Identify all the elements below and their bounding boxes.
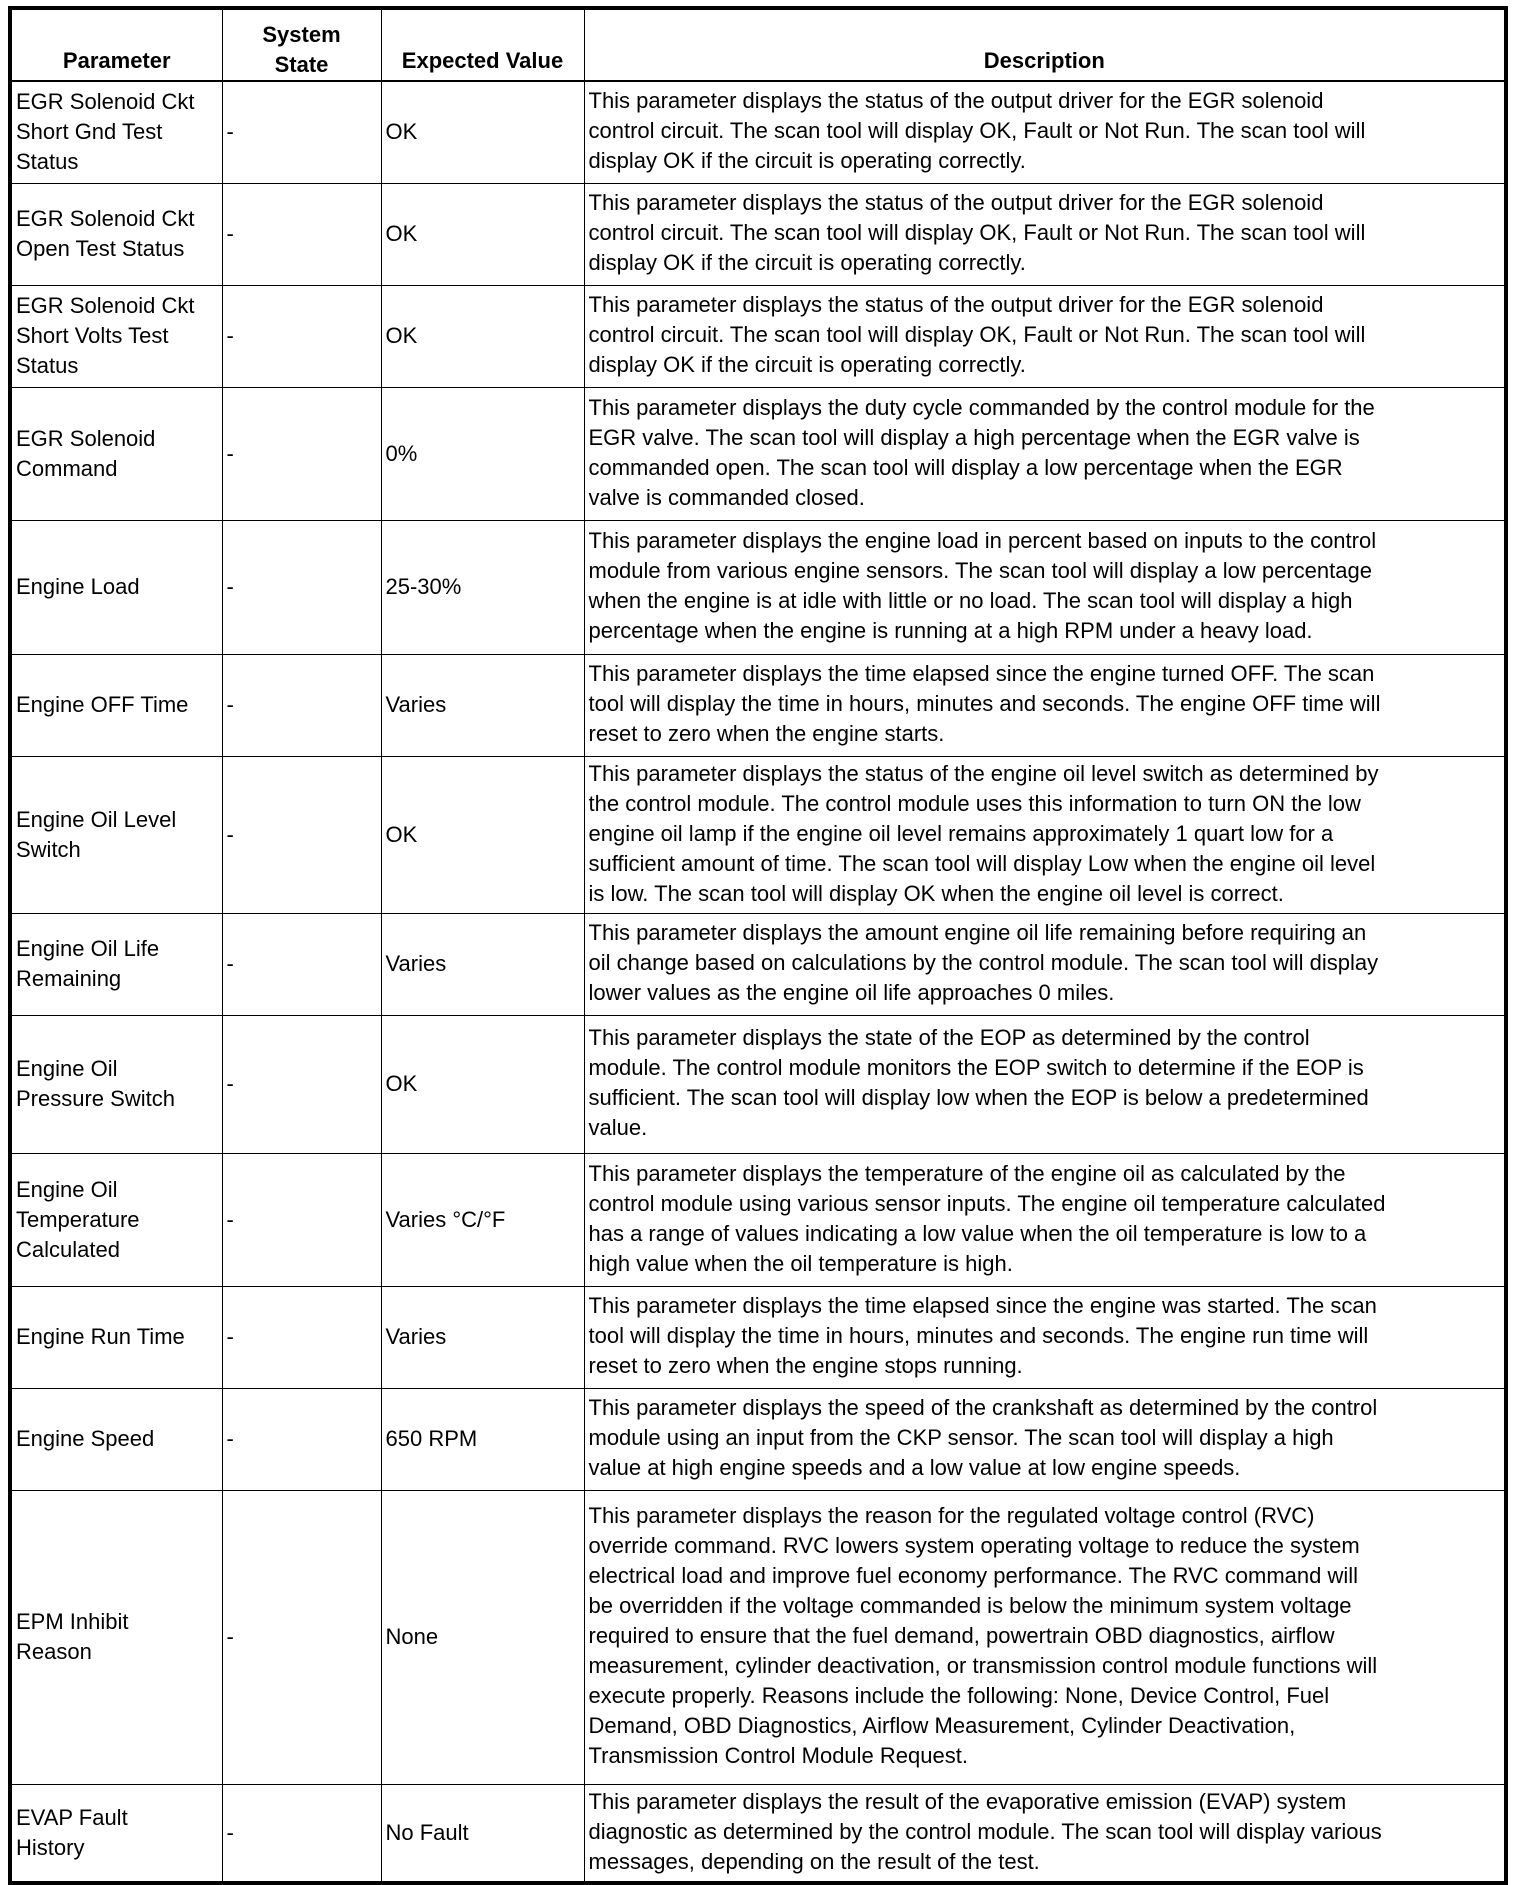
- description-line: This parameter displays the reason for the regulated voltage control (RVC): [588, 1503, 1315, 1528]
- expected-value-cell: 0%: [381, 387, 584, 520]
- description-line: This parameter displays the status of the output driver for the EGR solenoid: [588, 88, 1324, 114]
- description-line: Demand, OBD Diagnostics, Airflow Measurement, Cylinder Deactivation,: [588, 1713, 1296, 1738]
- description-cell: [584, 183, 1506, 285]
- parameter-line: Status: [16, 353, 79, 378]
- parameter-cell: [10, 285, 222, 387]
- parameter-line: Short Gnd Test: [16, 119, 163, 145]
- table-row: [10, 1784, 1506, 1883]
- parameter-line: Engine Oil: [16, 1056, 118, 1081]
- description-line: This parameter displays the engine load in percent based on inputs to the control: [588, 528, 1377, 553]
- parameter-line: Command: [16, 455, 118, 481]
- description-line: be overridden if the voltage commanded is below the minimum system voltage: [588, 1593, 1352, 1618]
- description-line: measurement, cylinder deactivation, or transmission control module functions will: [588, 1653, 1378, 1678]
- system-state-cell: -: [222, 81, 381, 183]
- parameter-cell: [10, 1286, 222, 1388]
- parameter-cell: [10, 1015, 222, 1153]
- description-cell: [584, 1490, 1506, 1784]
- description-line: module using an input from the CKP sensor. The scan tool will display a high: [588, 1425, 1334, 1450]
- description-line: has a range of values indicating a low value when the oil temperature is low to a: [588, 1220, 1367, 1246]
- expected-value-cell: OK: [381, 285, 584, 387]
- table-row: [10, 81, 1506, 183]
- description-line: tool will display the time in hours, minutes and seconds. The engine OFF time will: [588, 691, 1381, 716]
- description-line: This parameter displays the duty cycle commanded by the control module for the: [588, 394, 1375, 420]
- description-line: the control module. The control module uses this information to turn ON the low: [588, 790, 1361, 816]
- table-row: [10, 1153, 1506, 1286]
- description-line: display OK if the circuit is operating correctly.: [588, 148, 1026, 174]
- table-row: [10, 1388, 1506, 1490]
- parameter-line: Open Test Status: [16, 236, 185, 261]
- description-cell: [584, 1388, 1506, 1490]
- expected-value-cell: OK: [381, 756, 584, 913]
- description-cell: [584, 1015, 1506, 1153]
- parameter-cell: [10, 1388, 222, 1490]
- description-cell: [584, 756, 1506, 913]
- table-row: [10, 1286, 1506, 1388]
- description-line: value.: [588, 1115, 648, 1140]
- parameter-cell: [10, 1490, 222, 1784]
- system-state-cell: -: [222, 183, 381, 285]
- header-description: Description: [584, 8, 1506, 81]
- description-cell: [584, 520, 1506, 654]
- description-line: This parameter displays the status of the output driver for the EGR solenoid: [588, 190, 1324, 215]
- description-line: diagnostic as determined by the control module. The scan tool will display various: [588, 1818, 1382, 1844]
- parameter-line: Engine Oil Life: [16, 936, 160, 961]
- header-system-state: System State: [222, 8, 381, 81]
- expected-value-cell: Varies: [381, 1286, 584, 1388]
- parameter-cell: [10, 81, 222, 183]
- system-state-cell: -: [222, 654, 381, 756]
- parameter-line: EGR Solenoid: [16, 425, 156, 451]
- table-row: [10, 1490, 1506, 1784]
- description-line: electrical load and improve fuel economy performance. The RVC command will: [588, 1563, 1359, 1588]
- parameter-line: Temperature: [16, 1206, 140, 1232]
- parameter-table: [8, 6, 1508, 1885]
- system-state-cell: -: [222, 387, 381, 520]
- parameter-line: EPM Inhibit: [16, 1609, 129, 1634]
- description-line: sufficient amount of time. The scan tool will display Low when the engine oil level: [588, 850, 1376, 876]
- parameter-line: EGR Solenoid Ckt: [16, 89, 195, 115]
- system-state-cell: -: [222, 1784, 381, 1883]
- parameter-line: Engine Load: [16, 574, 140, 599]
- system-state-cell: -: [222, 1015, 381, 1153]
- expected-value-cell: Varies: [381, 913, 584, 1015]
- system-state-cell: -: [222, 1490, 381, 1784]
- expected-value-cell: 650 RPM: [381, 1388, 584, 1490]
- description-cell: [584, 1784, 1506, 1883]
- description-line: control module using various sensor inputs. The engine oil temperature calculated: [588, 1190, 1386, 1216]
- parameter-line: Engine OFF Time: [16, 692, 189, 717]
- description-line: This parameter displays the speed of the crankshaft as determined by the control: [588, 1395, 1378, 1420]
- description-cell: [584, 285, 1506, 387]
- expected-value-cell: Varies: [381, 654, 584, 756]
- expected-value-cell: OK: [381, 1015, 584, 1153]
- parameter-line: Pressure Switch: [16, 1086, 175, 1111]
- description-line: commanded open. The scan tool will display a low percentage when the EGR: [588, 454, 1343, 480]
- description-line: messages, depending on the result of the test.: [588, 1848, 1040, 1874]
- expected-value-cell: 25-30%: [381, 520, 584, 654]
- description-line: EGR valve. The scan tool will display a high percentage when the EGR valve is: [588, 424, 1360, 450]
- description-line: control circuit. The scan tool will display OK, Fault or Not Run. The scan tool will: [588, 220, 1366, 245]
- table-row: [10, 183, 1506, 285]
- description-cell: [584, 1153, 1506, 1286]
- system-state-cell: -: [222, 1388, 381, 1490]
- system-state-cell: -: [222, 913, 381, 1015]
- system-state-cell: -: [222, 1153, 381, 1286]
- description-line: This parameter displays the time elapsed since the engine was started. The scan: [588, 1293, 1377, 1318]
- parameter-line: Status: [16, 149, 79, 175]
- parameter-line: EGR Solenoid Ckt: [16, 293, 195, 318]
- system-state-cell: -: [222, 756, 381, 913]
- table-row: [10, 285, 1506, 387]
- description-line: valve is commanded closed.: [588, 484, 865, 510]
- parameter-line: Short Volts Test: [16, 323, 169, 348]
- description-line: tool will display the time in hours, minutes and seconds. The engine run time will: [588, 1323, 1369, 1348]
- system-state-cell: -: [222, 1286, 381, 1388]
- description-line: lower values as the engine oil life approaches 0 miles.: [588, 980, 1115, 1005]
- expected-value-cell: None: [381, 1490, 584, 1784]
- description-cell: [584, 913, 1506, 1015]
- parameter-cell: [10, 913, 222, 1015]
- table-row: [10, 654, 1506, 756]
- parameter-cell: [10, 520, 222, 654]
- description-line: This parameter displays the status of the engine oil level switch as determined by: [588, 760, 1379, 786]
- description-line: control circuit. The scan tool will display OK, Fault or Not Run. The scan tool will: [588, 118, 1366, 144]
- table-body: [10, 81, 1506, 1883]
- description-cell: [584, 81, 1506, 183]
- description-line: This parameter displays the status of the output driver for the EGR solenoid: [588, 292, 1324, 317]
- parameter-line: Engine Oil Level: [16, 806, 177, 832]
- description-line: oil change based on calculations by the control module. The scan tool will display: [588, 950, 1379, 975]
- table-row: [10, 387, 1506, 520]
- description-cell: [584, 654, 1506, 756]
- parameter-line: History: [16, 1834, 85, 1860]
- description-line: override command. RVC lowers system operating voltage to reduce the system: [588, 1533, 1360, 1558]
- description-line: This parameter displays the state of the EOP as determined by the control: [588, 1025, 1310, 1050]
- description-line: This parameter displays the temperature of the engine oil as calculated by the: [588, 1160, 1346, 1186]
- expected-value-cell: OK: [381, 81, 584, 183]
- description-line: Transmission Control Module Request.: [588, 1743, 968, 1768]
- parameter-line: Calculated: [16, 1236, 120, 1262]
- parameter-cell: [10, 183, 222, 285]
- expected-value-cell: OK: [381, 183, 584, 285]
- header-expected-value: Expected Value: [381, 8, 584, 81]
- description-line: display OK if the circuit is operating correctly.: [588, 352, 1026, 377]
- description-line: percentage when the engine is running at a high RPM under a heavy load.: [588, 618, 1313, 643]
- parameter-line: Switch: [16, 836, 81, 862]
- description-line: high value when the oil temperature is high.: [588, 1250, 1013, 1276]
- description-line: This parameter displays the amount engine oil life remaining before requiring an: [588, 920, 1367, 945]
- system-state-cell: -: [222, 520, 381, 654]
- system-state-cell: -: [222, 285, 381, 387]
- parameter-line: Engine Speed: [16, 1426, 155, 1451]
- description-cell: [584, 387, 1506, 520]
- parameter-cell: [10, 756, 222, 913]
- description-line: required to ensure that the fuel demand, powertrain OBD diagnostics, airflow: [588, 1623, 1335, 1648]
- description-line: value at high engine speeds and a low value at low engine speeds.: [588, 1455, 1241, 1480]
- header-parameter: Parameter: [10, 8, 222, 81]
- expected-value-cell: No Fault: [381, 1784, 584, 1883]
- description-line: when the engine is at idle with little or no load. The scan tool will display a high: [588, 588, 1353, 613]
- description-line: reset to zero when the engine stops running.: [588, 1353, 1023, 1378]
- description-line: module from various engine sensors. The scan tool will display a low percentage: [588, 558, 1372, 583]
- description-line: display OK if the circuit is operating correctly.: [588, 250, 1026, 275]
- parameter-cell: [10, 1153, 222, 1286]
- parameter-line: Reason: [16, 1639, 92, 1664]
- parameter-line: Engine Run Time: [16, 1324, 185, 1349]
- parameter-line: EVAP Fault: [16, 1804, 128, 1830]
- parameter-line: EGR Solenoid Ckt: [16, 206, 195, 231]
- description-line: This parameter displays the result of the evaporative emission (EVAP) system: [588, 1788, 1347, 1814]
- parameter-cell: [10, 387, 222, 520]
- table-row: [10, 756, 1506, 913]
- description-line: reset to zero when the engine starts.: [588, 721, 945, 746]
- description-line: control circuit. The scan tool will display OK, Fault or Not Run. The scan tool will: [588, 322, 1366, 347]
- description-line: engine oil lamp if the engine oil level remains approximately 1 quart low for a: [588, 820, 1334, 846]
- description-line: module. The control module monitors the EOP switch to determine if the EOP is: [588, 1055, 1364, 1080]
- description-line: sufficient. The scan tool will display low when the EOP is below a predetermined: [588, 1085, 1369, 1110]
- table-row: [10, 913, 1506, 1015]
- expected-value-cell: Varies °C/°F: [381, 1153, 584, 1286]
- description-line: execute properly. Reasons include the following: None, Device Control, Fuel: [588, 1683, 1330, 1708]
- parameter-line: Engine Oil: [16, 1176, 118, 1202]
- table-row: [10, 520, 1506, 654]
- parameter-cell: [10, 1784, 222, 1883]
- description-line: is low. The scan tool will display OK when the engine oil level is correct.: [588, 880, 1284, 906]
- table-row: [10, 1015, 1506, 1153]
- description-line: This parameter displays the time elapsed since the engine turned OFF. The scan: [588, 661, 1375, 686]
- header-row: [10, 8, 1506, 81]
- description-cell: [584, 1286, 1506, 1388]
- parameter-cell: [10, 654, 222, 756]
- parameter-line: Remaining: [16, 966, 122, 991]
